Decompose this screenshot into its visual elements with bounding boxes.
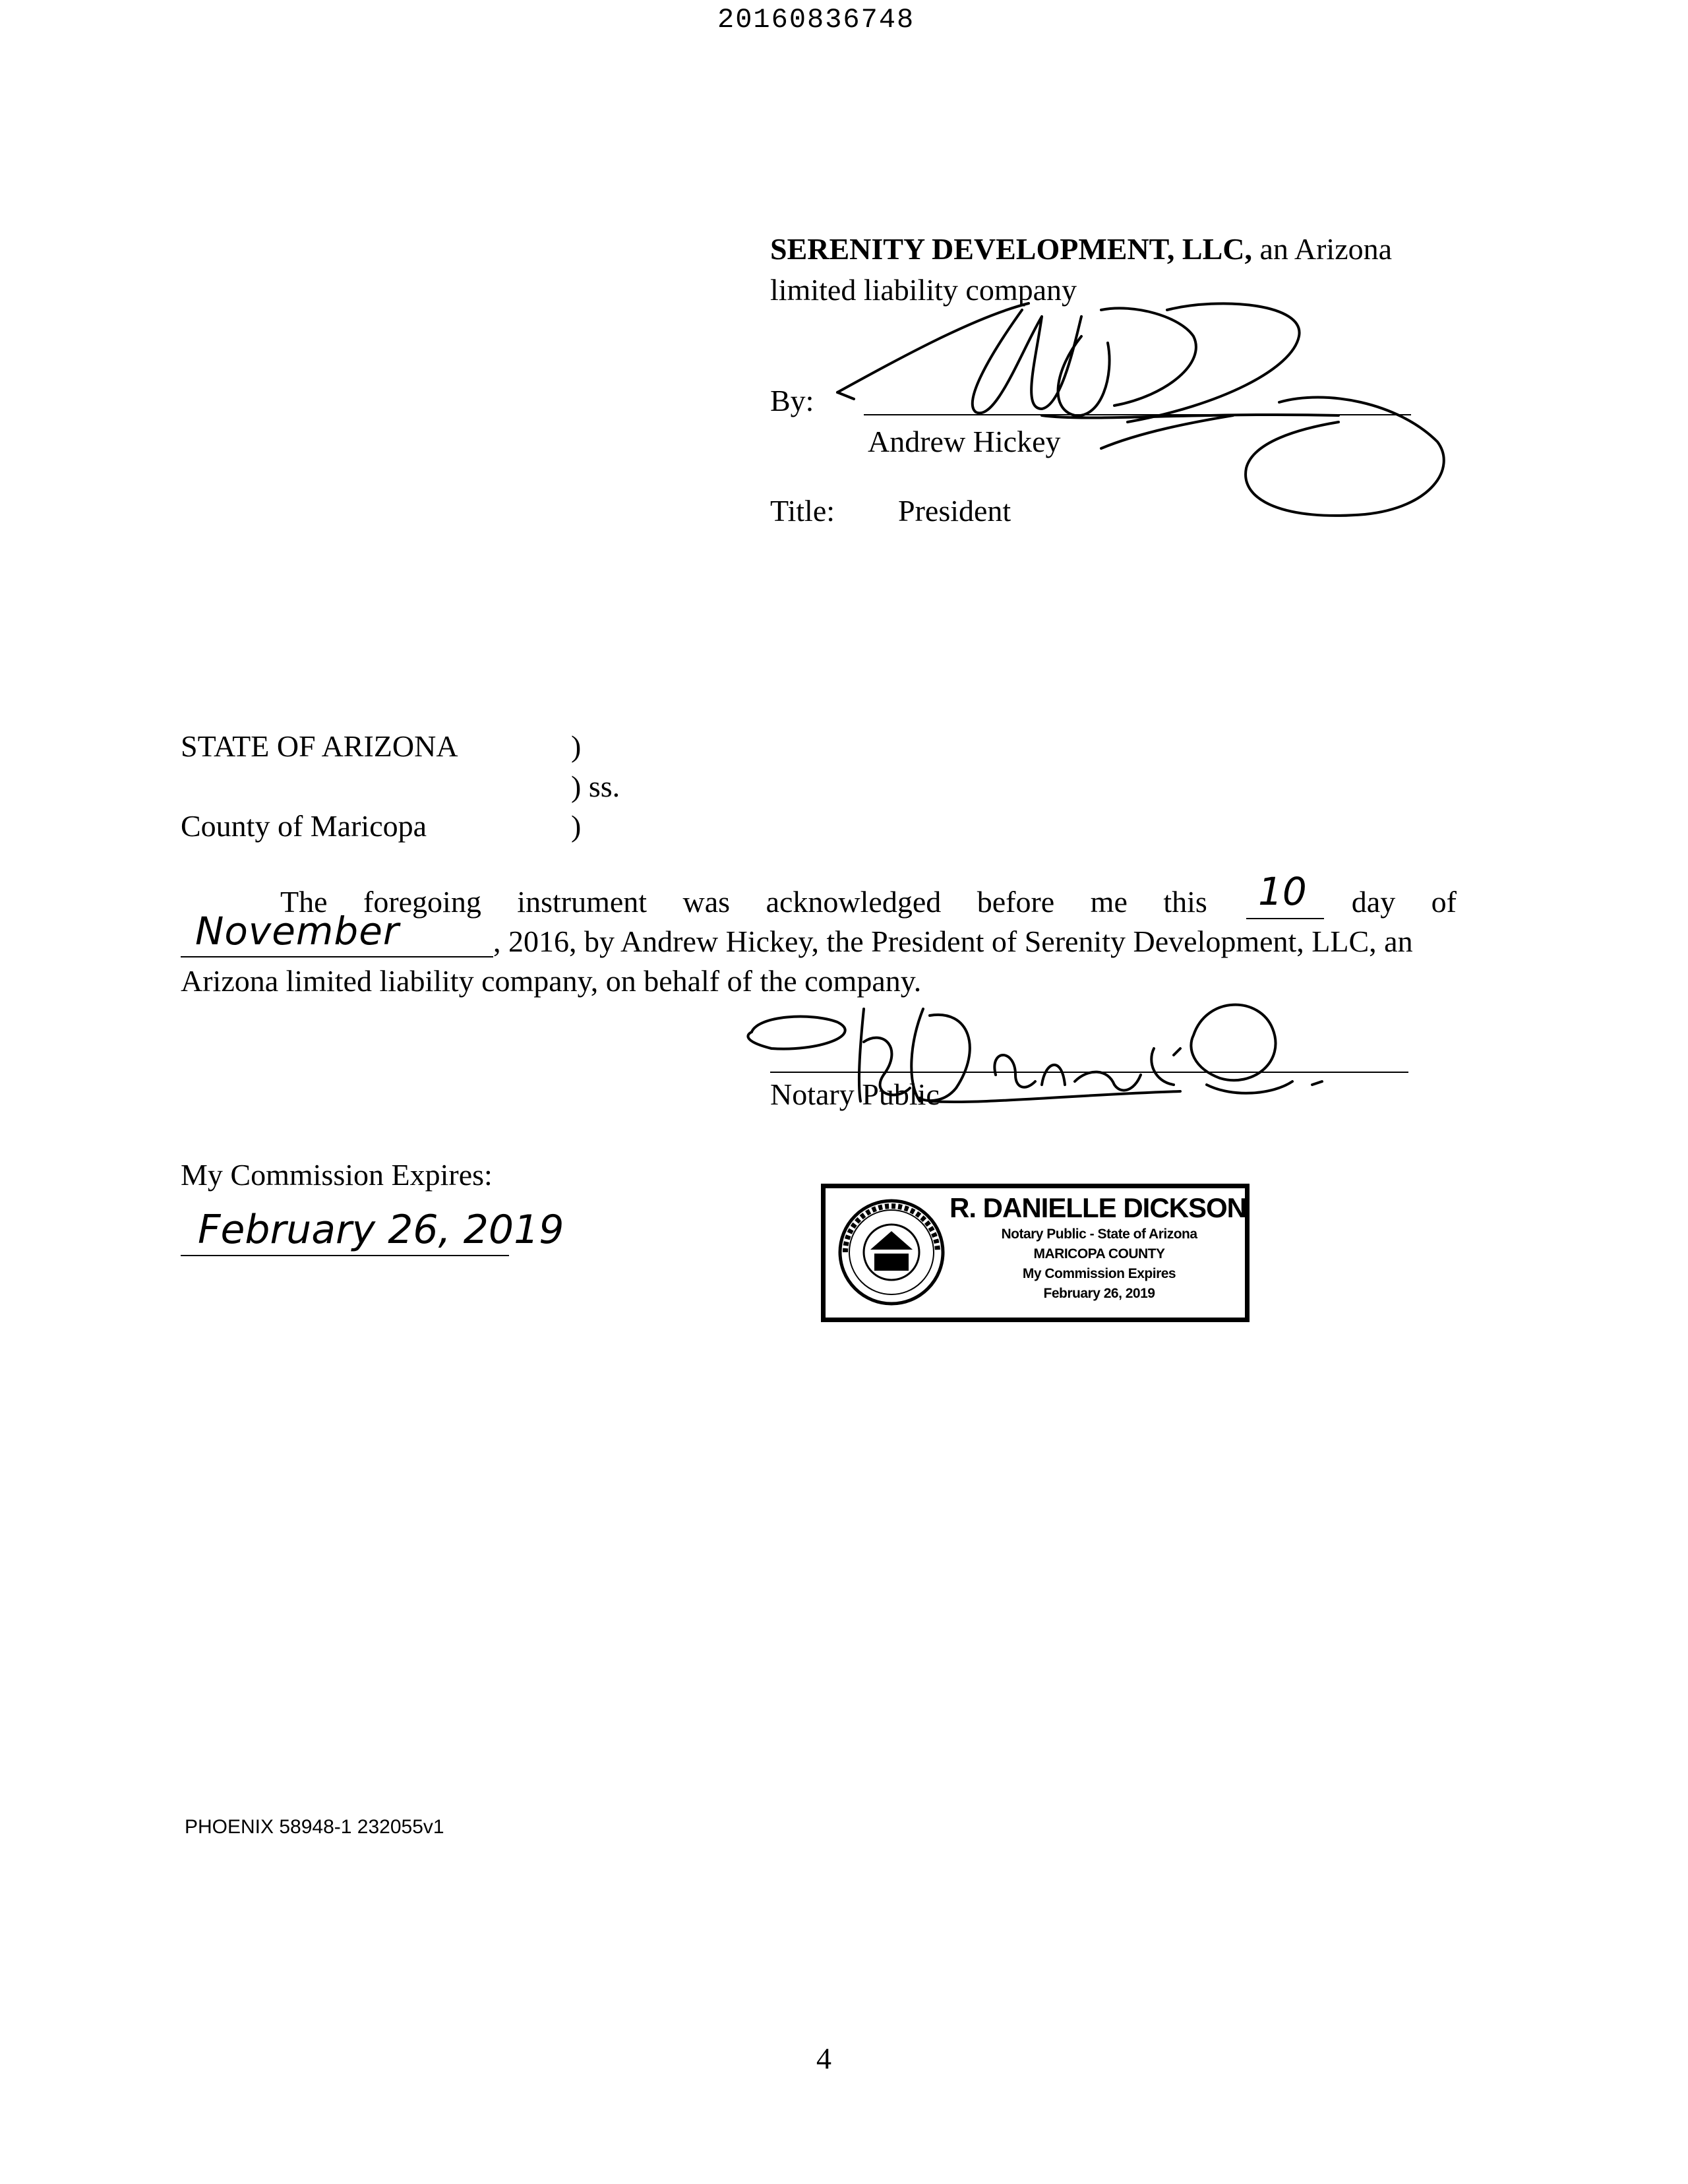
company-name-line [770,229,1392,269]
title-label: Title: [770,494,835,528]
venue-paren-open: ) [571,729,582,763]
notary-signature [732,969,1358,1114]
page-number: 4 [816,2042,831,2075]
by-label: By: [770,384,814,417]
commission-label: My Commission Expires: [181,1158,493,1192]
notary-stamp [821,1184,1250,1322]
notary-label: Notary Public [770,1077,940,1111]
stamp-line1: Notary Public - State of Arizona [1001,1227,1197,1242]
acknowledgment-line3: Arizona limited liability company, on behalf of the company. [181,964,922,998]
company-jurisdiction: an Arizona [1252,232,1393,266]
venue-ss: ) ss. [571,770,620,803]
commission-date-handwritten: February 26, 2019 [198,1207,564,1253]
stamp-notary-name: R. DANIELLE DICKSON [950,1192,1247,1223]
state-seal-icon [837,1198,946,1307]
month-blank-line [181,956,493,957]
recording-number: 20160836748 [717,4,915,36]
signer-signature [824,290,1457,567]
stamp-county: MARICOPA COUNTY [1033,1246,1165,1261]
venue-county: County of Maricopa [181,809,427,843]
venue-paren-close: ) [571,809,582,843]
footer-doc-id: PHOENIX 58948-1 232055v1 [185,1816,444,1838]
commission-date-line [181,1255,509,1256]
ack-text-end: day of [1351,885,1457,919]
company-name: SERENITY DEVELOPMENT, LLC, [770,232,1253,266]
acknowledgment-line2: , 2016, by Andrew Hickey, the President of Serenity Development, LLC, an [493,925,1413,958]
title-value: President [898,494,1011,528]
day-blank-line [1246,918,1324,919]
stamp-expiry: February 26, 2019 [1043,1286,1155,1301]
venue-state: STATE OF ARIZONA [181,729,458,763]
day-handwritten: 10 [1258,869,1307,914]
ack-text-start: The foregoing instrument was acknowledged before me this [280,885,1207,919]
company-type: limited liability company [770,273,1077,307]
stamp-line3: My Commission Expires [1022,1266,1176,1281]
signer-name: Andrew Hickey [868,425,1061,458]
month-handwritten: November [195,909,400,954]
